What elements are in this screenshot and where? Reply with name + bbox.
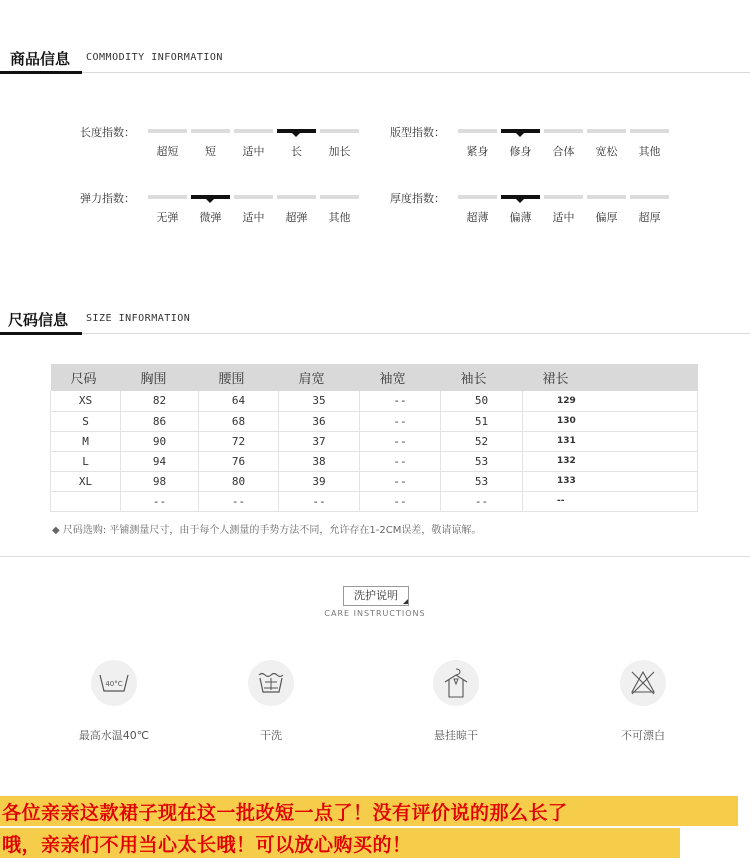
- table-cell: 53: [441, 451, 523, 471]
- table-cell: --: [199, 491, 279, 511]
- table-cell: 131: [523, 431, 698, 451]
- index-marker-selected: [501, 129, 540, 133]
- size-info-subtitle: SIZE INFORMATION: [86, 313, 191, 324]
- table-cell: --: [360, 431, 441, 451]
- index-option: 宽松: [595, 145, 618, 158]
- table-cell: S: [51, 411, 121, 431]
- care-label-no-bleach: 不可漂白: [621, 729, 665, 742]
- index-marker-selected: [501, 195, 540, 199]
- size-column-header: 肩宽: [279, 364, 360, 391]
- banner-line-1: 各位亲亲这款裙子现在这一批改短一点了！没有评价说的那么长了: [2, 802, 568, 824]
- index-option: 超厚: [638, 211, 661, 224]
- index-marker: [544, 195, 583, 199]
- size-column-header: 尺码: [51, 364, 121, 391]
- size-table-header: [51, 364, 698, 391]
- table-cell: 98: [121, 471, 199, 491]
- index-marker: [544, 129, 583, 133]
- index-option: 紧身: [466, 145, 489, 158]
- care-title-corner: [403, 599, 408, 604]
- index-option: 适中: [242, 211, 265, 224]
- table-cell: --: [523, 491, 698, 511]
- table-cell: 90: [121, 431, 199, 451]
- size-column-header: 胸围: [121, 364, 199, 391]
- index-option: 其他: [638, 145, 661, 158]
- table-cell: 50: [441, 391, 523, 411]
- header-underline: [0, 332, 82, 335]
- index-marker: [320, 195, 359, 199]
- table-cell: 53: [441, 471, 523, 491]
- table-row: [51, 411, 698, 431]
- index-option: 合体: [552, 145, 575, 158]
- care-title: 洗护说明: [343, 586, 409, 606]
- table-cell: --: [360, 391, 441, 411]
- index-marker: [148, 195, 187, 199]
- table-cell: --: [441, 491, 523, 511]
- table-row: [51, 491, 698, 511]
- wash-40-icon: [91, 660, 137, 706]
- index-marker: [234, 129, 273, 133]
- index-label: 弹力指数：: [80, 192, 135, 205]
- care-subtitle: CARE INSTRUCTIONS: [324, 609, 426, 618]
- index-marker: [458, 195, 497, 199]
- table-cell: 68: [199, 411, 279, 431]
- divider: [0, 556, 750, 557]
- table-cell: --: [279, 491, 360, 511]
- table-row: [51, 471, 698, 491]
- size-column-header: 袖宽: [360, 364, 441, 391]
- header-underline: [0, 71, 82, 74]
- table-cell: --: [360, 411, 441, 431]
- index-option: 无弹: [156, 211, 179, 224]
- table-cell: 80: [199, 471, 279, 491]
- table-row: [51, 451, 698, 471]
- index-option: 偏薄: [509, 211, 532, 224]
- table-cell: 132: [523, 451, 698, 471]
- index-option: 偏厚: [595, 211, 618, 224]
- table-cell: 51: [441, 411, 523, 431]
- index-marker: [191, 129, 230, 133]
- notice-banner: [0, 796, 750, 860]
- table-cell: 72: [199, 431, 279, 451]
- index-marker: [234, 195, 273, 199]
- banner-line-2: 哦，亲亲们不用当心太长哦！可以放心购买的！: [2, 834, 412, 856]
- index-marker: [587, 195, 626, 199]
- index-option: 适中: [242, 145, 265, 158]
- index-marker: [630, 195, 669, 199]
- table-cell: --: [360, 451, 441, 471]
- index-option: 短: [205, 145, 216, 158]
- index-label: 长度指数：: [80, 126, 135, 139]
- care-label-hang-dry: 悬挂晾干: [434, 729, 478, 742]
- index-marker: [587, 129, 626, 133]
- table-cell: 129: [523, 391, 698, 411]
- table-cell: 36: [279, 411, 360, 431]
- hang-dry-icon: [433, 660, 479, 706]
- index-marker-selected: [191, 195, 230, 199]
- table-cell: --: [360, 491, 441, 511]
- product-info-subtitle: COMMODITY INFORMATION: [86, 52, 223, 63]
- table-cell: 76: [199, 451, 279, 471]
- table-cell: --: [121, 491, 199, 511]
- table-cell: 64: [199, 391, 279, 411]
- size-column-header: 袖长: [441, 364, 523, 391]
- table-cell: 94: [121, 451, 199, 471]
- table-cell: 130: [523, 411, 698, 431]
- index-marker: [320, 129, 359, 133]
- care-label-dry-clean: 干洗: [260, 729, 282, 742]
- index-option: 超短: [156, 145, 179, 158]
- index-option: 长: [291, 145, 302, 158]
- care-label-wash: 最高水温40℃: [78, 729, 150, 742]
- table-cell: XS: [51, 391, 121, 411]
- table-cell: 39: [279, 471, 360, 491]
- index-label: 版型指数：: [390, 126, 445, 139]
- size-info-title: 尺码信息: [8, 311, 69, 329]
- table-cell: 38: [279, 451, 360, 471]
- table-cell: 37: [279, 431, 360, 451]
- table-cell: --: [360, 471, 441, 491]
- table-cell: 52: [441, 431, 523, 451]
- size-column-header: 裙长: [523, 364, 698, 391]
- product-info-header: [0, 45, 750, 73]
- table-cell: [51, 491, 121, 511]
- index-marker: [630, 129, 669, 133]
- table-cell: 82: [121, 391, 199, 411]
- index-option: 加长: [328, 145, 351, 158]
- size-column-header: 腰围: [199, 364, 279, 391]
- index-option: 微弹: [199, 211, 222, 224]
- table-cell: 133: [523, 471, 698, 491]
- size-info-header: [0, 306, 750, 334]
- table-cell: 35: [279, 391, 360, 411]
- index-marker-selected: [277, 129, 316, 133]
- index-option: 适中: [552, 211, 575, 224]
- index-label: 厚度指数：: [390, 192, 445, 205]
- index-marker: [148, 129, 187, 133]
- table-cell: M: [51, 431, 121, 451]
- index-option: 超弹: [285, 211, 308, 224]
- wash-temp-text: 40°C: [105, 680, 123, 688]
- table-row: [51, 391, 698, 411]
- no-bleach-icon: [620, 660, 666, 706]
- table-cell: XL: [51, 471, 121, 491]
- index-option: 其他: [328, 211, 351, 224]
- table-row: [51, 431, 698, 451]
- index-option: 修身: [509, 145, 532, 158]
- dry-clean-icon: [248, 660, 294, 706]
- size-note: ◆ 尺码选购: 平铺测量尺寸，由于每个人测量的手势方法不同，允许存在1-2CM误差，敬请谅解。: [52, 525, 482, 536]
- size-table: [50, 364, 698, 512]
- table-cell: L: [51, 451, 121, 471]
- index-marker: [277, 195, 316, 199]
- index-option: 超薄: [466, 211, 489, 224]
- product-info-title: 商品信息: [10, 50, 71, 68]
- table-cell: 86: [121, 411, 199, 431]
- index-marker: [458, 129, 497, 133]
